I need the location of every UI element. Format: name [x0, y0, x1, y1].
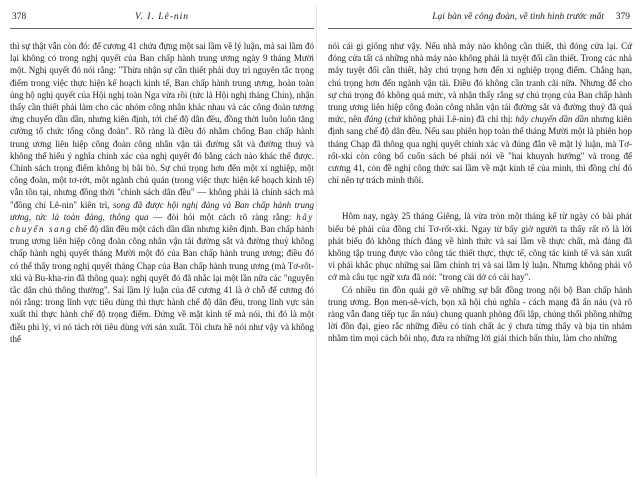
paragraph-text: — đòi hỏi một cách rõ ràng rằng: — [148, 211, 297, 222]
page-gutter — [316, 6, 317, 476]
emphasis-text: hãy chuyển dần dần — [515, 114, 589, 125]
right-page — [328, 0, 632, 481]
paragraph-text: Hôm nay, ngày 25 tháng Giêng, là vừa tròn một tháng kể từ ngày có bài phát biểu bè phái của đồng chí Tơ-rốt-xki. Ngay từ bấy giờ người ta thấy rất rõ là lời phát biểu đó không thích đáng về hình thức và sai lầm về thực chất, mà đảng đã không tập trung được vào công tác thiết thực, thực tế, công tác kinh tế và sản xuất vì phải khắc phục những sai lầm chính trị và sai lầm lý luận. Nhưng không phải vô cớ mà câu tục ngữ xưa đã nói: "trong cái dở có cái hay". — [328, 211, 632, 283]
paragraph-text: nhưng kiên định sang chế độ dân đều. Nếu sau phiên họp toàn thể tháng Mười một là phiên họp tháng Chạp đã thông qua nghị quyết chính xác và đúng đắn về mặt lý luận, mà Tơ-rốt-xki còn công bố cuốn sách bé phải nói về "hai khuynh hướng" và trong để cương 41, còn đề nghị công thức sai lầm về mặt kinh tế của mình, thì đồng chí đó chỉ nên tự trách mình thôi. — [328, 114, 633, 186]
paragraph — [328, 210, 632, 283]
left-running-head: V. I. Lê-nin — [134, 12, 190, 22]
paragraph-text: chế độ dân đều một cách dần dần nhưng kiên định. Ban chấp hành trung ương liên hiệp công đoàn công nhân vận tải đường sắt và đường thuỷ không chấp hành nghị quyết tháng Mười một đó của Ban chấp hành trung ương; điều đó có thể thấy trong nghị quyết tháng Chạp của Ban chấp hành trung ương (mà Tơ-rốt-xki và Bu-kha-rin đã thông qua): nghị quyết đó đã nhắc lại một lần nữa các "nguyên tắc dân chủ thông thường". Sai lầm lý luận của để cương 41 là ở chỗ để cương đó nói rằng: trong lĩnh vực tiêu dùng thì thực hành chế độ dân đều, trong lĩnh vực sản xuất thì thực hành chế độ trọng điểm. Đứng về mặt kinh tế mà nói, thì đó là một điều phi lý, vì nó tách rời tiêu dùng với sản xuất. Tôi chưa hề nói như vậy và không thể — [10, 224, 315, 344]
paragraph — [10, 40, 314, 345]
right-running-head: Lại bàn về công đoàn, về tình hình trước mắt — [432, 12, 604, 22]
emphasis-text: song đã được hội nghị đảng và Ban chấp hành trung ương, tức là toàn đảng, thông qua — [10, 199, 315, 222]
left-page-body — [10, 40, 314, 345]
left-page — [10, 0, 314, 481]
left-page-number: 378 — [12, 12, 27, 22]
paragraph — [328, 284, 632, 345]
right-page-body — [328, 40, 632, 345]
paragraph-text: nói cái gì giống như vậy. Nếu nhà máy nào không cần thiết, thì đóng cửa lại. Cứ đóng cửa tất cả những nhà máy nào không phải là tuyệt đối cần thiết. Trong các nhà máy tuyệt đối cần thiết, hãy chú trọng hơn đến xí nghiệp trọng điểm. Chẳng hạn, chú trọng hơn đến ngành vận tải. Điều đó không cần tranh cãi nữa. Nhưng để cho sự chú trọng đó không quá mức, và nhận thấy rằng sự chú trọng của Ban chấp hành trung ương liên hiệp công đoàn công nhân vận tải đường sắt và đường thuỷ đã quá mức, nên — [328, 41, 632, 125]
emphasis-text: hãy chuyển sang — [10, 211, 314, 235]
paragraph-text: (chứ không phải Lê-nin) đã chỉ thị: — [382, 114, 516, 125]
right-running-header — [328, 12, 632, 29]
paragraph-text: Có nhiều tin đồn quái gở về những sự bất đồng trong nội bộ Ban chấp hành trung ương. Bọn men-sê-vích, bọn xã hội chủ nghĩa - cách mạng đã ẩn náu (và rõ ràng vẫn đang tiếp tục ẩn náu) chung quanh phòng đối lập, chúng thổi phồng những lời đồn đại, gieo rắc những điều có tính chất ác ý chưa từng thấy và bịa tin nhảm nhằm tìm mọi cách bôi nhọ, đưa ra những lời giải thích bẩn thỉu, làm cho những — [328, 284, 632, 344]
paragraph-text: thì sự thật vẫn còn đó: để cương 41 chứa đựng một sai lầm về lý luận, mà sai lầm đó lại không có trong nghị quyết của Ban chấp hành trung ương ngày 9 tháng Mười một. Nghị quyết đó nói rằng: "Thừa nhận sự cần thiết phải duy trì nguyên tắc trọng điểm trong việc thực hiện kế hoạch kinh tế, Ban chấp hành trung ương, hoàn toàn ủng hộ nghị quyết của Hội nghị toàn Nga vừa rồi (tức là Hội nghị tháng Chín), nhận thấy cần thiết phải làm cho các nhóm công nhân khác nhau và các công đoàn tương ứng chuyển dần dần, nhưng kiên định, tới chế độ dân đều, đồng thời luôn luôn tăng cường tổ chức tổng công đoàn". Rõ ràng là điều đó nhằm chống Ban chấp hành trung ương liên hiệp công đoàn công nhân vận tải đường sắt và đường thuỷ và không thể hiểu ý nghĩa chính xác của nghị quyết đó bằng cách nào khác thế được. Chính sách trọng điểm không bị bãi bỏ. Sự chú trọng hơn đến một xí nghiệp, một công đoàn, một tơ-rớt, một ngành chủ quản (trong việc thực hiện kế hoạch kinh tế) vẫn tồn tại, nhưng đồng thời "chính sách dân đều" — không phải là chính sách mà "đồng chí Lê-nin" kiên trì, — [10, 41, 314, 210]
right-page-number: 379 — [615, 12, 630, 22]
left-running-header — [10, 12, 314, 29]
paragraph — [328, 40, 632, 186]
emphasis-text: đảng — [364, 114, 383, 125]
